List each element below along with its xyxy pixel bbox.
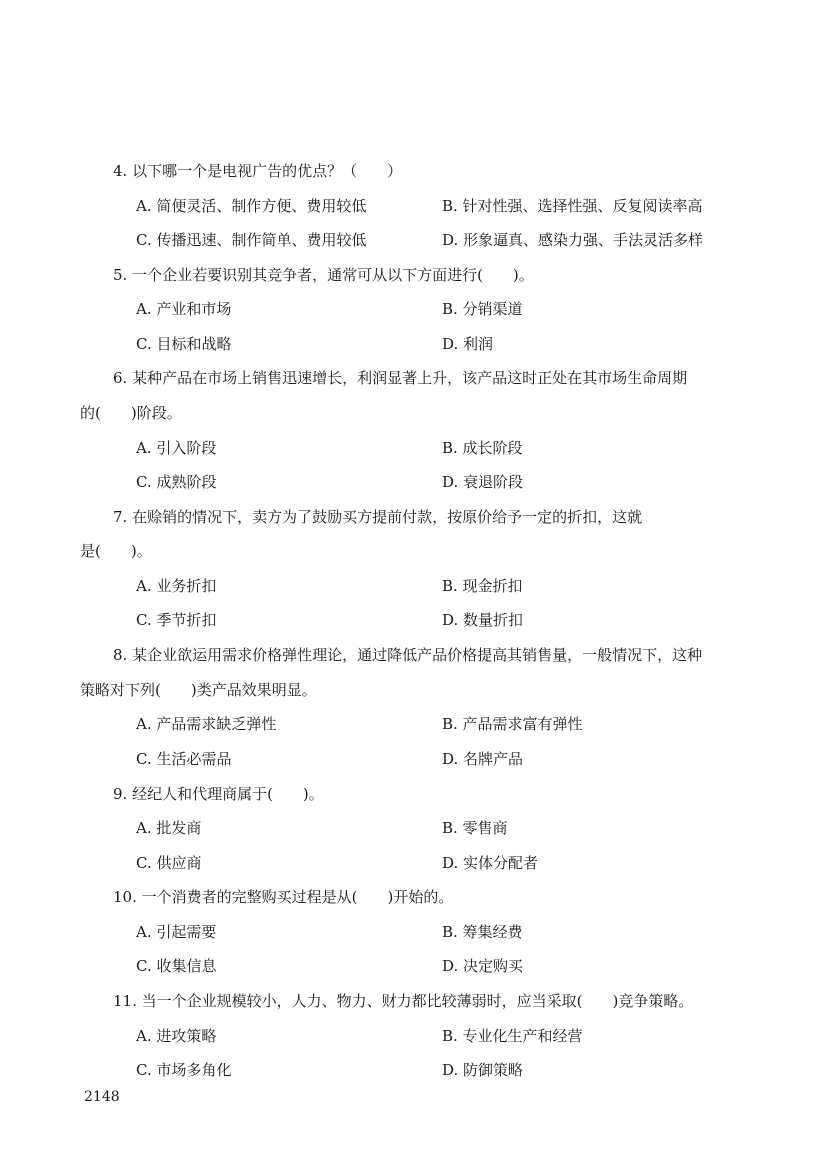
question-8-option-c: C. 生活必需品 — [136, 750, 232, 768]
question-9-option-c: C. 供应商 — [136, 854, 202, 872]
question-4-option-a: A. 简便灵活、制作方便、费用较低 — [136, 197, 367, 215]
question-5-stem: 5. 一个企业若要识别其竞争者，通常可从以下方面进行( )。 — [113, 266, 534, 284]
question-5-option-c: C. 目标和战略 — [136, 335, 232, 353]
question-4-option-c: C. 传播迅速、制作简单、费用较低 — [136, 231, 367, 249]
question-6-stem-continued: 的( )阶段。 — [80, 404, 182, 422]
question-9-option-d: D. 实体分配者 — [442, 854, 539, 872]
question-5-option-b: B. 分销渠道 — [442, 300, 523, 318]
question-10-option-c: C. 收集信息 — [136, 957, 217, 975]
question-11-option-a: A. 进攻策略 — [136, 1027, 217, 1045]
question-6-option-a: A. 引入阶段 — [136, 439, 217, 457]
question-10-stem: 10. 一个消费者的完整购买过程是从( )开始的。 — [113, 888, 454, 906]
question-10-option-b: B. 筹集经费 — [442, 923, 523, 941]
question-11-option-c: C. 市场多角化 — [136, 1061, 232, 1079]
question-9-option-b: B. 零售商 — [442, 819, 508, 837]
question-8-option-a: A. 产品需求缺乏弹性 — [136, 715, 277, 733]
question-4-stem: 4. 以下哪一个是电视广告的优点？（ ） — [113, 162, 403, 180]
question-8-option-d: D. 名牌产品 — [442, 750, 524, 768]
question-9-option-a: A. 批发商 — [136, 819, 202, 837]
question-6-option-d: D. 衰退阶段 — [442, 473, 524, 491]
question-11-stem: 11. 当一个企业规模较小，人力、物力、财力都比较薄弱时，应当采取( )竞争策略。 — [113, 992, 694, 1010]
question-11-option-b: B. 专业化生产和经营 — [442, 1027, 583, 1045]
question-7-option-b: B. 现金折扣 — [442, 577, 523, 595]
question-8-option-b: B. 产品需求富有弹性 — [442, 715, 583, 733]
question-7-stem-continued: 是( )。 — [80, 542, 152, 560]
question-6-option-c: C. 成熟阶段 — [136, 473, 217, 491]
question-4-option-b: B. 针对性强、选择性强、反复阅读率高 — [442, 197, 703, 215]
question-6-option-b: B. 成长阶段 — [442, 439, 523, 457]
question-10-option-d: D. 决定购买 — [442, 957, 524, 975]
question-8-stem-continued: 策略对下列( )类产品效果明显。 — [80, 681, 317, 699]
question-8-stem: 8. 某企业欲运用需求价格弹性理论，通过降低产品价格提高其销售量，一般情况下，这种 — [113, 646, 703, 664]
question-4-option-d: D. 形象逼真、感染力强、手法灵活多样 — [442, 231, 704, 249]
question-7-option-a: A. 业务折扣 — [136, 577, 217, 595]
question-9-stem: 9. 经纪人和代理商属于( )。 — [113, 785, 324, 803]
question-5-option-d: D. 利润 — [442, 335, 494, 353]
question-7-option-d: D. 数量折扣 — [442, 611, 524, 629]
question-10-option-a: A. 引起需要 — [136, 923, 217, 941]
page-code: 2148 — [84, 1089, 120, 1105]
question-6-stem: 6. 某种产品在市场上销售迅速增长，利润显著上升，该产品这时正处在其市场生命周期 — [113, 369, 688, 387]
question-11-option-d: D. 防御策略 — [442, 1061, 524, 1079]
question-7-option-c: C. 季节折扣 — [136, 611, 217, 629]
question-7-stem: 7. 在赊销的情况下，卖方为了鼓励买方提前付款，按原价给予一定的折扣，这就 — [113, 508, 643, 526]
question-5-option-a: A. 产业和市场 — [136, 300, 232, 318]
